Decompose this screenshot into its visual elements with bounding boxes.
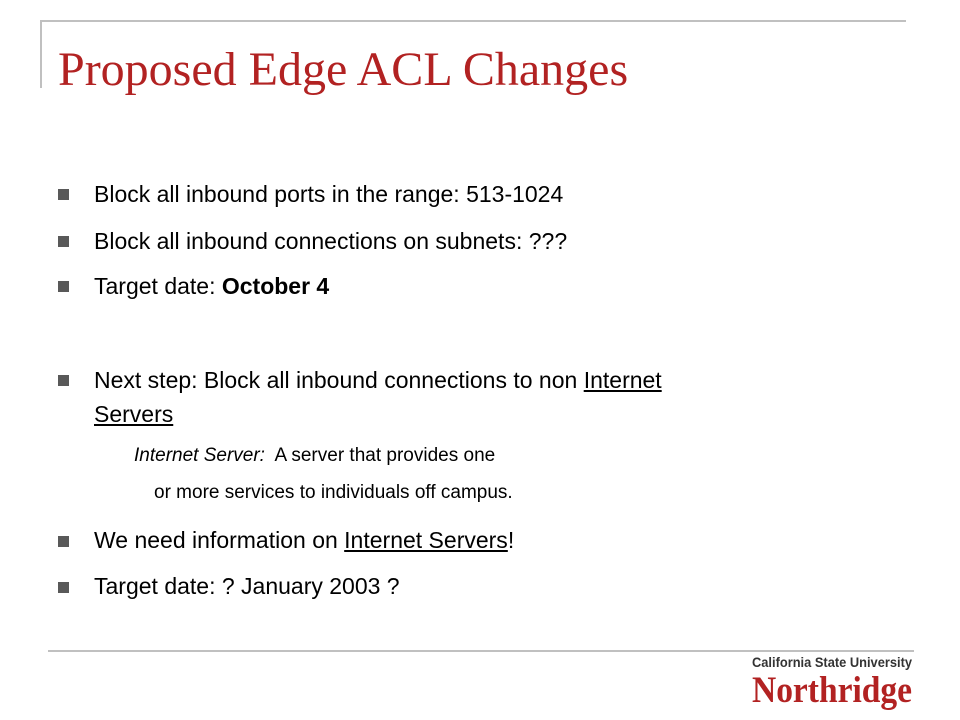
logo-university-name: California State University <box>752 654 913 670</box>
bullet-marker <box>58 375 69 386</box>
bullet-text-prefix: We need information on <box>94 527 345 553</box>
bullet-marker <box>58 236 69 247</box>
bullet-marker <box>58 536 69 547</box>
target-date-value: October 4 <box>221 273 330 299</box>
definition-line-1 <box>134 441 495 471</box>
bullet-text: Block all inbound connections on subnets: ??? <box>94 228 568 254</box>
bullet-marker <box>58 582 69 593</box>
bullet-text: Target date: ? January 2003 ? <box>94 573 400 599</box>
bullet-text-suffix: ! <box>507 527 515 553</box>
underlined-term: Servers <box>94 401 174 427</box>
underlined-term: Internet Servers <box>344 527 508 553</box>
bullet-marker <box>58 281 69 292</box>
bullet-text <box>94 268 329 304</box>
slide-frame-left-rule <box>40 20 42 88</box>
bullet-text: Block all inbound ports in the range: 513-1024 <box>94 181 564 207</box>
bullet-marker <box>58 189 69 200</box>
definition-text: A server that provides one <box>264 445 496 466</box>
logo-campus-name: Northridge <box>752 670 912 710</box>
bullet-text-prefix: Next step: Block all inbound connections to non <box>94 367 584 393</box>
bullet-text-prefix: Target date: <box>94 273 222 299</box>
csun-logo <box>750 648 914 710</box>
bullet-text <box>94 522 514 558</box>
underlined-term: Internet <box>583 367 662 393</box>
bullet-text-continuation <box>94 396 173 432</box>
definition-line-2: or more services to individuals off campus. <box>154 482 513 503</box>
bullet-text <box>94 362 662 398</box>
slide-title: Proposed Edge ACL Changes <box>58 43 629 96</box>
slide-frame-top-rule <box>40 20 906 22</box>
definition-term: Internet Server: <box>134 445 265 466</box>
